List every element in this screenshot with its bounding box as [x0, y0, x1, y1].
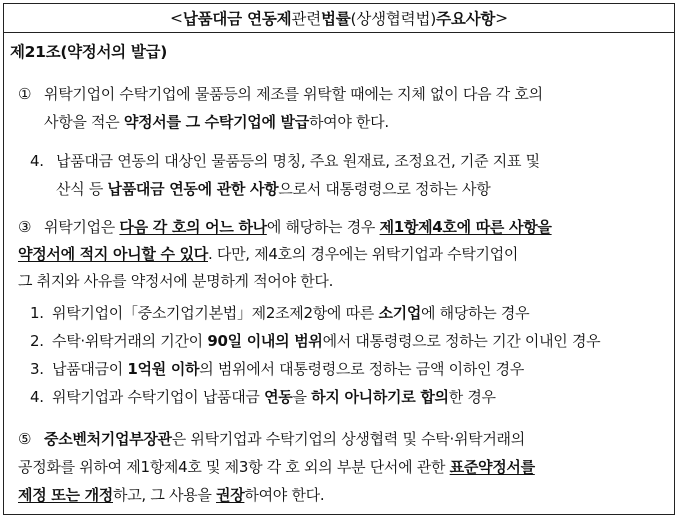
para5-line2-start: 공정화를 위하여 제1항제4호 및 제3항 각 호 외의 부분 단서에 관한: [18, 458, 450, 476]
para1-line2-emphasis: 약정서를 그 수탁기업에 발급: [123, 113, 309, 131]
para3-line2-end: . 다만, 제4호의 경우에는 위탁기업과 수탁기업이: [207, 245, 519, 263]
item4-line2: [56, 178, 490, 200]
para5-marker: ⑤: [18, 430, 32, 448]
item4-line1: [30, 150, 540, 172]
list-item-1-marker: 1.: [30, 304, 44, 322]
para1-line1-text: 위탁기업이 수탁기업에 물품등의 제조를 위탁할 때에는 지체 없이 다음 각 호의: [44, 85, 543, 103]
list-item-2-end: 에서 대통령령으로 정하는 기간 이내인 경우: [322, 332, 601, 350]
para3-line2: [18, 243, 518, 265]
header-close-bracket: >: [495, 9, 508, 27]
para1-line2-start: 사항을 적은: [44, 113, 124, 131]
list-item-4: [30, 386, 496, 408]
para1-marker: ①: [18, 85, 32, 103]
para3-line2-emphasis: 약정서에 적지 아니할 수 있다: [18, 245, 208, 263]
para3-line1-emphasis-a: 다음 각 호의 어느 하나: [119, 218, 267, 236]
para5-line3-emphasis-a: 제정 또는 개정: [18, 486, 113, 504]
header-title-law: 법률: [320, 10, 351, 28]
para3-line1: [18, 216, 552, 238]
list-item-2: [30, 330, 600, 352]
para1-line2-end: 하여야 한다.: [308, 113, 389, 131]
document-header: [4, 4, 674, 33]
header-open-bracket: <: [170, 9, 183, 27]
list-item-4-marker: 4.: [30, 388, 44, 406]
para1-line1: [18, 83, 543, 105]
list-item-1-end: 에 해당하는 경우: [421, 304, 530, 322]
para3-line1-emphasis-b: 제1항제4호에 따른 사항을: [379, 218, 552, 236]
para3-marker: ③: [18, 218, 32, 236]
para5-line3-emphasis-b: 권장: [216, 486, 245, 504]
header-title-main-points: 주요사항: [436, 10, 496, 28]
para5-line3: [18, 484, 324, 506]
item4-line2-emphasis: 납품대금 연동에 관한 사항: [107, 180, 279, 198]
header-title-law-name: (상생협력법): [350, 10, 437, 28]
list-item-3-start: 납품대금이: [52, 360, 128, 378]
para5-line1-end: 은 위탁기업과 수탁기업의 상생협력 및 수탁·위탁거래의: [171, 430, 525, 448]
list-item-1-emphasis: 소기업: [378, 304, 422, 322]
item4-line1-text: 납품대금 연동의 대상인 물품등의 명칭, 주요 원재료, 조정요건, 기준 지표 및: [56, 152, 540, 170]
header-title-related: 관련: [291, 10, 321, 28]
list-item-1: [30, 302, 529, 324]
list-item-4-middle: 을: [292, 388, 312, 406]
list-item-2-emphasis: 90일 이내의 범위: [207, 332, 323, 350]
para5-line3-middle: 하고, 그 사용을: [113, 486, 217, 504]
article-title: 제21조(약정서의 발급): [10, 43, 168, 61]
header-title-subject: 납품대금 연동제: [182, 10, 292, 28]
document-box: [3, 3, 675, 515]
list-item-3-marker: 3.: [30, 360, 44, 378]
list-item-4-end: 한 경우: [448, 388, 496, 406]
list-item-2-start: 수탁·위탁거래의 기간이: [52, 332, 208, 350]
para3-line1-start: 위탁기업은: [44, 218, 120, 236]
list-item-4-emphasis-b: 하지 아니하기로 합의: [311, 388, 449, 406]
list-item-3: [30, 358, 524, 380]
item4-line2-start: 산식 등: [56, 180, 108, 198]
para5-line1-emphasis: 중소벤처기업부장관: [44, 430, 172, 448]
item4-marker: 4.: [30, 152, 44, 170]
para5-line3-end: 하여야 한다.: [244, 486, 325, 504]
list-item-1-start: 위탁기업이「중소기업기본법」제2조제2항에 따른: [52, 304, 379, 322]
list-item-4-emphasis-a: 연동: [264, 388, 293, 406]
para5-line1: [18, 428, 525, 450]
item4-line2-end: 으로서 대통령령으로 정하는 사항: [278, 180, 491, 198]
para5-line2-emphasis: 표준약정서를: [449, 458, 535, 476]
list-item-3-emphasis: 1억원 이하: [127, 360, 200, 378]
para3-line1-middle: 에 해당하는 경우: [266, 218, 380, 236]
para5-line2: [18, 456, 535, 478]
para3-line3: 그 취지와 사유를 약정서에 분명하게 적어야 한다.: [18, 272, 334, 290]
list-item-4-start: 위탁기업과 수탁기업이 납품대금: [52, 388, 265, 406]
list-item-2-marker: 2.: [30, 332, 44, 350]
para1-line2: [44, 111, 389, 133]
list-item-3-end: 의 범위에서 대통령령으로 정하는 금액 이하인 경우: [199, 360, 525, 378]
